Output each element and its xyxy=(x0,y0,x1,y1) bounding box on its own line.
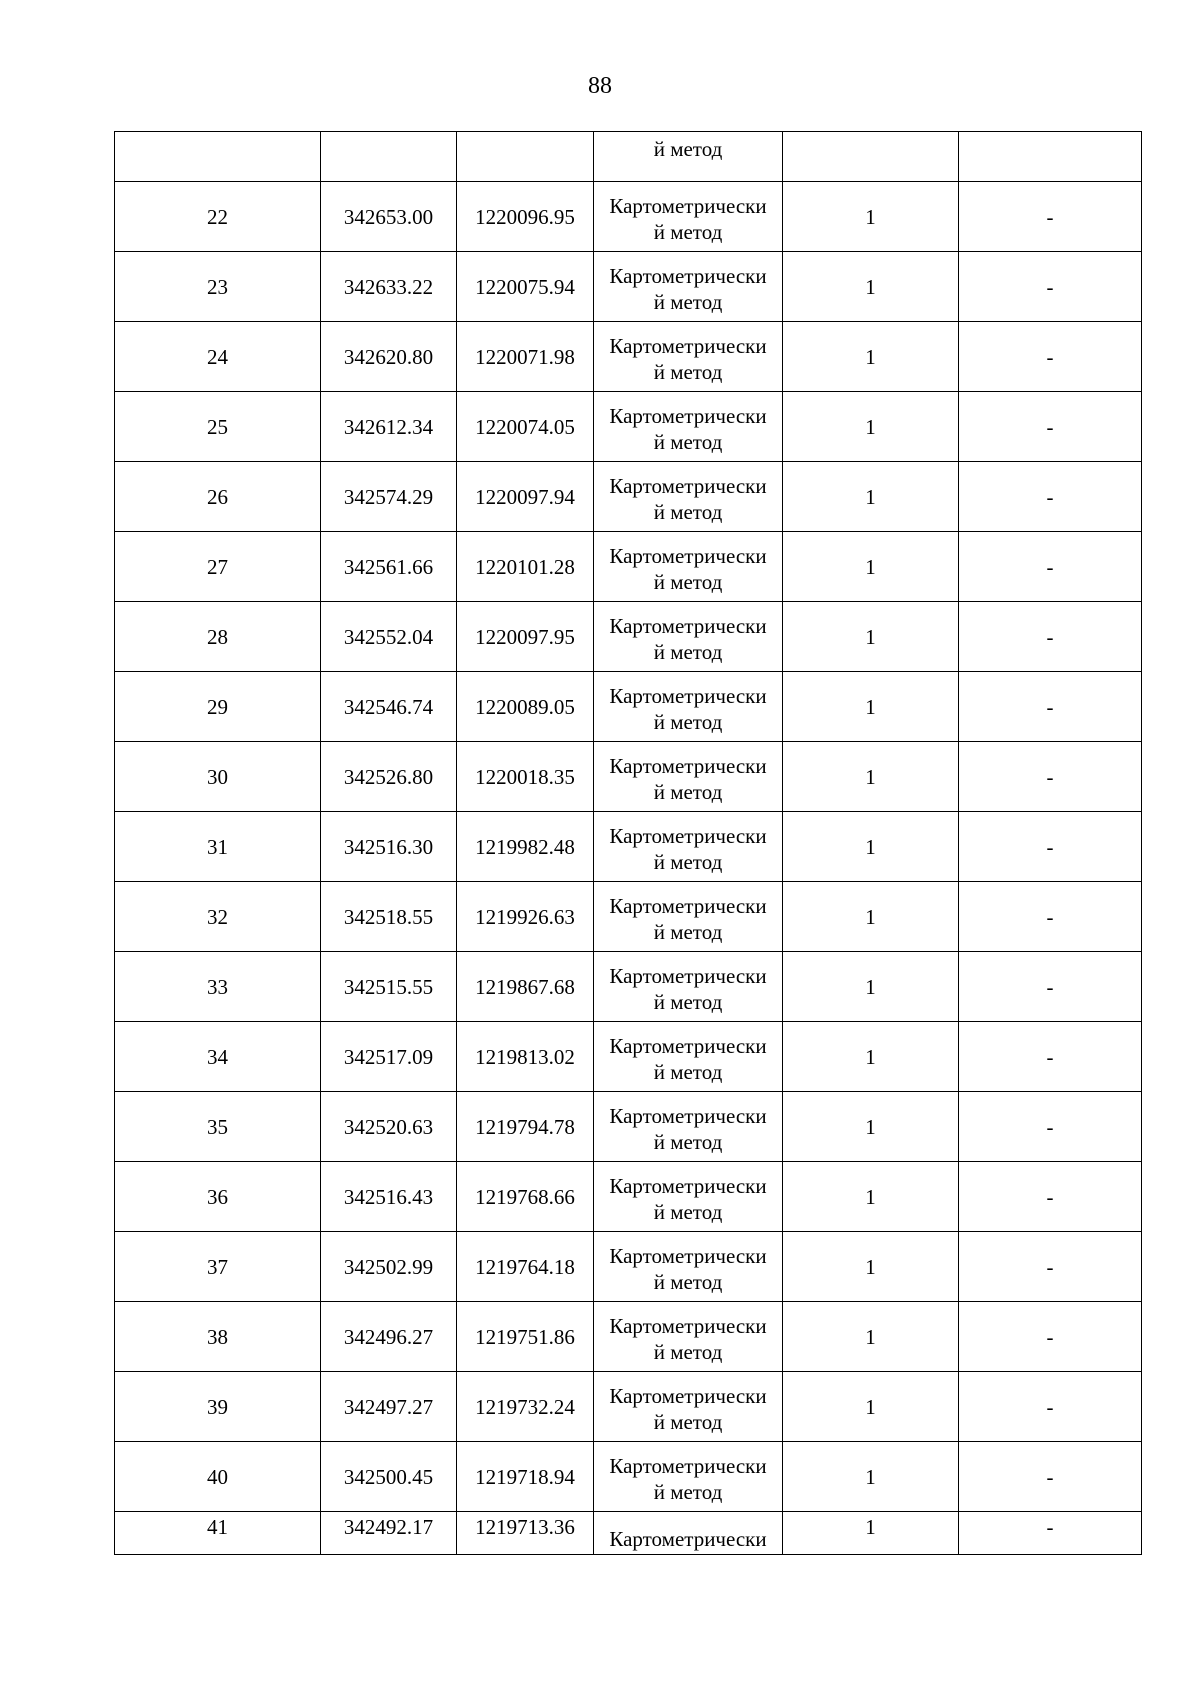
x-coordinate-cell: 342526.80 xyxy=(321,742,457,812)
point-number-cell: 36 xyxy=(115,1162,321,1232)
accuracy-cell: 1 xyxy=(783,1372,959,1442)
point-number-cell: 30 xyxy=(115,742,321,812)
note-cell: - xyxy=(959,602,1142,672)
accuracy-cell: 1 xyxy=(783,882,959,952)
accuracy-cell: 1 xyxy=(783,672,959,742)
accuracy-cell: 1 xyxy=(783,1302,959,1372)
note-cell: - xyxy=(959,1232,1142,1302)
coordinates-table xyxy=(114,131,1142,1555)
x-coordinate-cell: 342516.43 xyxy=(321,1162,457,1232)
x-coordinate-cell: 342516.30 xyxy=(321,812,457,882)
note-cell: - xyxy=(959,882,1142,952)
method-cell: Картометрически й метод xyxy=(594,1162,783,1232)
table-body xyxy=(115,132,1142,1555)
method-cell: Картометрически й метод xyxy=(594,672,783,742)
accuracy-cell: 1 xyxy=(783,812,959,882)
x-coordinate-cell: 342517.09 xyxy=(321,1022,457,1092)
point-number-cell: 39 xyxy=(115,1372,321,1442)
table-row-continuation xyxy=(115,132,1142,182)
accuracy-cell xyxy=(783,132,959,182)
table-row xyxy=(115,882,1142,952)
point-number-cell: 22 xyxy=(115,182,321,252)
accuracy-cell: 1 xyxy=(783,1232,959,1302)
note-cell: - xyxy=(959,1092,1142,1162)
note-cell: - xyxy=(959,1302,1142,1372)
y-coordinate-cell: 1219713.36 xyxy=(457,1512,594,1555)
accuracy-cell: 1 xyxy=(783,742,959,812)
accuracy-cell: 1 xyxy=(783,252,959,322)
point-number-cell: 34 xyxy=(115,1022,321,1092)
page-number: 88 xyxy=(588,73,612,99)
y-coordinate-cell: 1220018.35 xyxy=(457,742,594,812)
x-coordinate-cell xyxy=(321,132,457,182)
y-coordinate-cell xyxy=(457,132,594,182)
note-cell: - xyxy=(959,462,1142,532)
table-row xyxy=(115,252,1142,322)
method-cell: Картометрически й метод xyxy=(594,952,783,1022)
table-row xyxy=(115,392,1142,462)
note-cell: - xyxy=(959,392,1142,462)
table-row xyxy=(115,1442,1142,1512)
note-cell: - xyxy=(959,672,1142,742)
method-cell: Картометрически й метод xyxy=(594,602,783,672)
point-number-cell: 31 xyxy=(115,812,321,882)
table-row xyxy=(115,1302,1142,1372)
y-coordinate-cell: 1220074.05 xyxy=(457,392,594,462)
y-coordinate-cell: 1220097.94 xyxy=(457,462,594,532)
accuracy-cell: 1 xyxy=(783,952,959,1022)
point-number-cell: 28 xyxy=(115,602,321,672)
accuracy-cell: 1 xyxy=(783,602,959,672)
x-coordinate-cell: 342515.55 xyxy=(321,952,457,1022)
x-coordinate-cell: 342502.99 xyxy=(321,1232,457,1302)
method-cell: Картометрически й метод xyxy=(594,252,783,322)
y-coordinate-cell: 1219926.63 xyxy=(457,882,594,952)
y-coordinate-cell: 1219764.18 xyxy=(457,1232,594,1302)
point-number-cell: 41 xyxy=(115,1512,321,1555)
note-cell: - xyxy=(959,952,1142,1022)
y-coordinate-cell: 1219794.78 xyxy=(457,1092,594,1162)
method-cell: Картометрически й метод xyxy=(594,1372,783,1442)
accuracy-cell: 1 xyxy=(783,1092,959,1162)
x-coordinate-cell: 342518.55 xyxy=(321,882,457,952)
note-cell: - xyxy=(959,1442,1142,1512)
table-row xyxy=(115,322,1142,392)
accuracy-cell: 1 xyxy=(783,392,959,462)
note-cell: - xyxy=(959,1022,1142,1092)
table-row xyxy=(115,462,1142,532)
table-row xyxy=(115,672,1142,742)
x-coordinate-cell: 342574.29 xyxy=(321,462,457,532)
point-number-cell: 25 xyxy=(115,392,321,462)
y-coordinate-cell: 1220089.05 xyxy=(457,672,594,742)
point-number-cell: 24 xyxy=(115,322,321,392)
method-cell: Картометрически й метод xyxy=(594,812,783,882)
table-row xyxy=(115,1022,1142,1092)
table-row xyxy=(115,182,1142,252)
method-cell: Картометрически й метод xyxy=(594,742,783,812)
accuracy-cell: 1 xyxy=(783,322,959,392)
method-cell: Картометрически й метод xyxy=(594,322,783,392)
y-coordinate-cell: 1219867.68 xyxy=(457,952,594,1022)
method-cell: Картометрически й метод xyxy=(594,1022,783,1092)
point-number-cell: 38 xyxy=(115,1302,321,1372)
x-coordinate-cell: 342561.66 xyxy=(321,532,457,602)
accuracy-cell: 1 xyxy=(783,1162,959,1232)
y-coordinate-cell: 1220097.95 xyxy=(457,602,594,672)
method-cell: Картометрически й метод xyxy=(594,392,783,462)
note-cell: - xyxy=(959,182,1142,252)
y-coordinate-cell: 1220071.98 xyxy=(457,322,594,392)
method-cell: й метод xyxy=(594,132,783,182)
note-cell: - xyxy=(959,322,1142,392)
point-number-cell: 23 xyxy=(115,252,321,322)
y-coordinate-cell: 1219732.24 xyxy=(457,1372,594,1442)
note-cell: - xyxy=(959,1512,1142,1555)
x-coordinate-cell: 342492.17 xyxy=(321,1512,457,1555)
method-cell: Картометрически й метод xyxy=(594,462,783,532)
note-cell xyxy=(959,132,1142,182)
y-coordinate-cell: 1220101.28 xyxy=(457,532,594,602)
table-row xyxy=(115,812,1142,882)
point-number-cell: 33 xyxy=(115,952,321,1022)
y-coordinate-cell: 1219982.48 xyxy=(457,812,594,882)
note-cell: - xyxy=(959,532,1142,602)
point-number-cell: 32 xyxy=(115,882,321,952)
accuracy-cell: 1 xyxy=(783,462,959,532)
table-row xyxy=(115,532,1142,602)
x-coordinate-cell: 342612.34 xyxy=(321,392,457,462)
x-coordinate-cell: 342620.80 xyxy=(321,322,457,392)
table-row xyxy=(115,952,1142,1022)
table-row xyxy=(115,1092,1142,1162)
x-coordinate-cell: 342520.63 xyxy=(321,1092,457,1162)
note-cell: - xyxy=(959,812,1142,882)
point-number-cell: 35 xyxy=(115,1092,321,1162)
note-cell: - xyxy=(959,252,1142,322)
x-coordinate-cell: 342497.27 xyxy=(321,1372,457,1442)
y-coordinate-cell: 1220096.95 xyxy=(457,182,594,252)
table-row xyxy=(115,602,1142,672)
accuracy-cell: 1 xyxy=(783,182,959,252)
x-coordinate-cell: 342633.22 xyxy=(321,252,457,322)
accuracy-cell: 1 xyxy=(783,532,959,602)
point-number-cell: 27 xyxy=(115,532,321,602)
x-coordinate-cell: 342546.74 xyxy=(321,672,457,742)
note-cell: - xyxy=(959,742,1142,812)
table-row xyxy=(115,1372,1142,1442)
note-cell: - xyxy=(959,1372,1142,1442)
x-coordinate-cell: 342500.45 xyxy=(321,1442,457,1512)
y-coordinate-cell: 1219813.02 xyxy=(457,1022,594,1092)
accuracy-cell: 1 xyxy=(783,1022,959,1092)
x-coordinate-cell: 342552.04 xyxy=(321,602,457,672)
point-number-cell: 26 xyxy=(115,462,321,532)
method-cell: Картометрически й метод xyxy=(594,1442,783,1512)
y-coordinate-cell: 1219751.86 xyxy=(457,1302,594,1372)
table-row-partial xyxy=(115,1512,1142,1555)
method-cell: Картометрически й метод xyxy=(594,1302,783,1372)
method-cell: Картометрически xyxy=(594,1512,783,1555)
accuracy-cell: 1 xyxy=(783,1512,959,1555)
table-row xyxy=(115,1232,1142,1302)
table-row xyxy=(115,1162,1142,1232)
y-coordinate-cell: 1220075.94 xyxy=(457,252,594,322)
point-number-cell: 29 xyxy=(115,672,321,742)
point-number-cell xyxy=(115,132,321,182)
accuracy-cell: 1 xyxy=(783,1442,959,1512)
x-coordinate-cell: 342496.27 xyxy=(321,1302,457,1372)
point-number-cell: 37 xyxy=(115,1232,321,1302)
method-cell: Картометрически й метод xyxy=(594,1232,783,1302)
method-cell: Картометрически й метод xyxy=(594,1092,783,1162)
y-coordinate-cell: 1219718.94 xyxy=(457,1442,594,1512)
method-cell: Картометрически й метод xyxy=(594,182,783,252)
table-row xyxy=(115,742,1142,812)
y-coordinate-cell: 1219768.66 xyxy=(457,1162,594,1232)
x-coordinate-cell: 342653.00 xyxy=(321,182,457,252)
note-cell: - xyxy=(959,1162,1142,1232)
method-cell: Картометрически й метод xyxy=(594,532,783,602)
point-number-cell: 40 xyxy=(115,1442,321,1512)
method-cell: Картометрически й метод xyxy=(594,882,783,952)
